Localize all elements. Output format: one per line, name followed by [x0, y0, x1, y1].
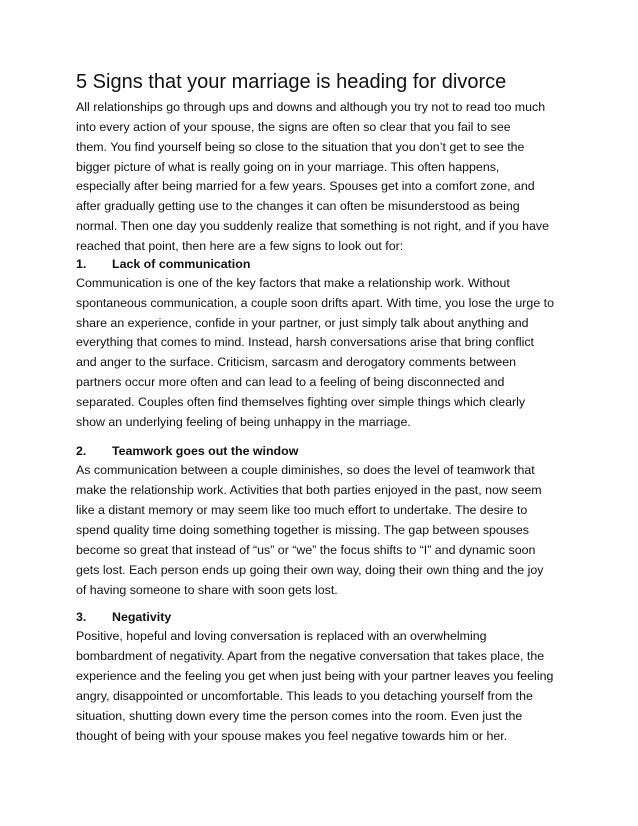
section-heading	[76, 256, 250, 272]
section-number: 1.	[76, 257, 87, 271]
intro-line: normal. Then one day you suddenly realize that something is not right, and if you have	[76, 219, 549, 233]
section-line: share an experience, confide in your partner, or just simply talk about anything and	[76, 316, 529, 330]
section-line: As communication between a couple diminishes, so does the level of teamwork that	[76, 463, 535, 477]
section-line: angry, disappointed or uncomfortable. This leads to you detaching yourself from the	[76, 689, 533, 703]
section-line: thought of being with your spouse makes you feel negative towards him or her.	[76, 729, 508, 743]
section-line: make the relationship work. Activities that both parties enjoyed in the past, now seem	[76, 483, 542, 497]
section-line: gets lost. Each person ends up going their own way, doing their own thing and the joy	[76, 563, 544, 577]
section-number: 3.	[76, 610, 87, 624]
intro-line: into every action of your spouse, the signs are often so clear that you fail to see	[76, 120, 511, 134]
section-line: show an underlying feeling of being unhappy in the marriage.	[76, 415, 411, 429]
section-title: Teamwork goes out the window	[112, 444, 299, 458]
section-number: 2.	[76, 444, 87, 458]
intro-line: especially after being married for a few years. Spouses get into a comfort zone, and	[76, 179, 535, 193]
section-heading	[76, 609, 171, 625]
section-line: of having someone to share with soon gets lost.	[76, 583, 338, 597]
section-title: Negativity	[112, 610, 172, 624]
section-line: spend quality time doing something together is missing. The gap between spouses	[76, 523, 529, 537]
section-line: become so great that instead of “us” or “we” the focus shifts to “I” and dynamic soon	[76, 543, 536, 557]
intro-line: them. You find yourself being so close to the situation that you don’t get to see the	[76, 140, 525, 154]
section-line: bombardment of negativity. Apart from the negative conversation that takes place, the	[76, 649, 545, 663]
intro-line: All relationships go through ups and downs and although you try not to read too much	[76, 100, 546, 114]
document-title: 5 Signs that your marriage is heading for divorce	[76, 71, 507, 93]
section-line: everything that comes to mind. Instead, harsh conversations arise that bring conflict	[76, 335, 534, 349]
section-line: like a distant memory or may seem like too much effort to undertake. The desire to	[76, 503, 528, 517]
section-line: separated. Couples often find themselves fighting over simple things which clearly	[76, 395, 526, 409]
section-line: situation, shutting down every time the person comes into the room. Even just the	[76, 709, 523, 723]
section-line: Communication is one of the key factors that make a relationship work. Without	[76, 276, 510, 290]
intro-line: bigger picture of what is really going on in your marriage. This often happens,	[76, 160, 500, 174]
section-heading	[76, 443, 298, 459]
section-line: Positive, hopeful and loving conversation is replaced with an overwhelming	[76, 629, 487, 643]
section-line: partners occur more often and can lead to a feeling of being disconnected and	[76, 375, 505, 389]
intro-line: after gradually getting use to the changes it can often be misunderstood as being	[76, 199, 520, 213]
section-title: Lack of communication	[112, 257, 251, 271]
section-line: spontaneous communication, a couple soon drifts apart. With time, you lose the urge to	[76, 296, 554, 310]
section-line: experience and the feeling you get when just being with your partner leaves you feeling	[76, 669, 554, 683]
section-line: and anger to the surface. Criticism, sarcasm and derogatory comments between	[76, 355, 517, 369]
intro-line: reached that point, then here are a few signs to look out for:	[76, 239, 404, 253]
